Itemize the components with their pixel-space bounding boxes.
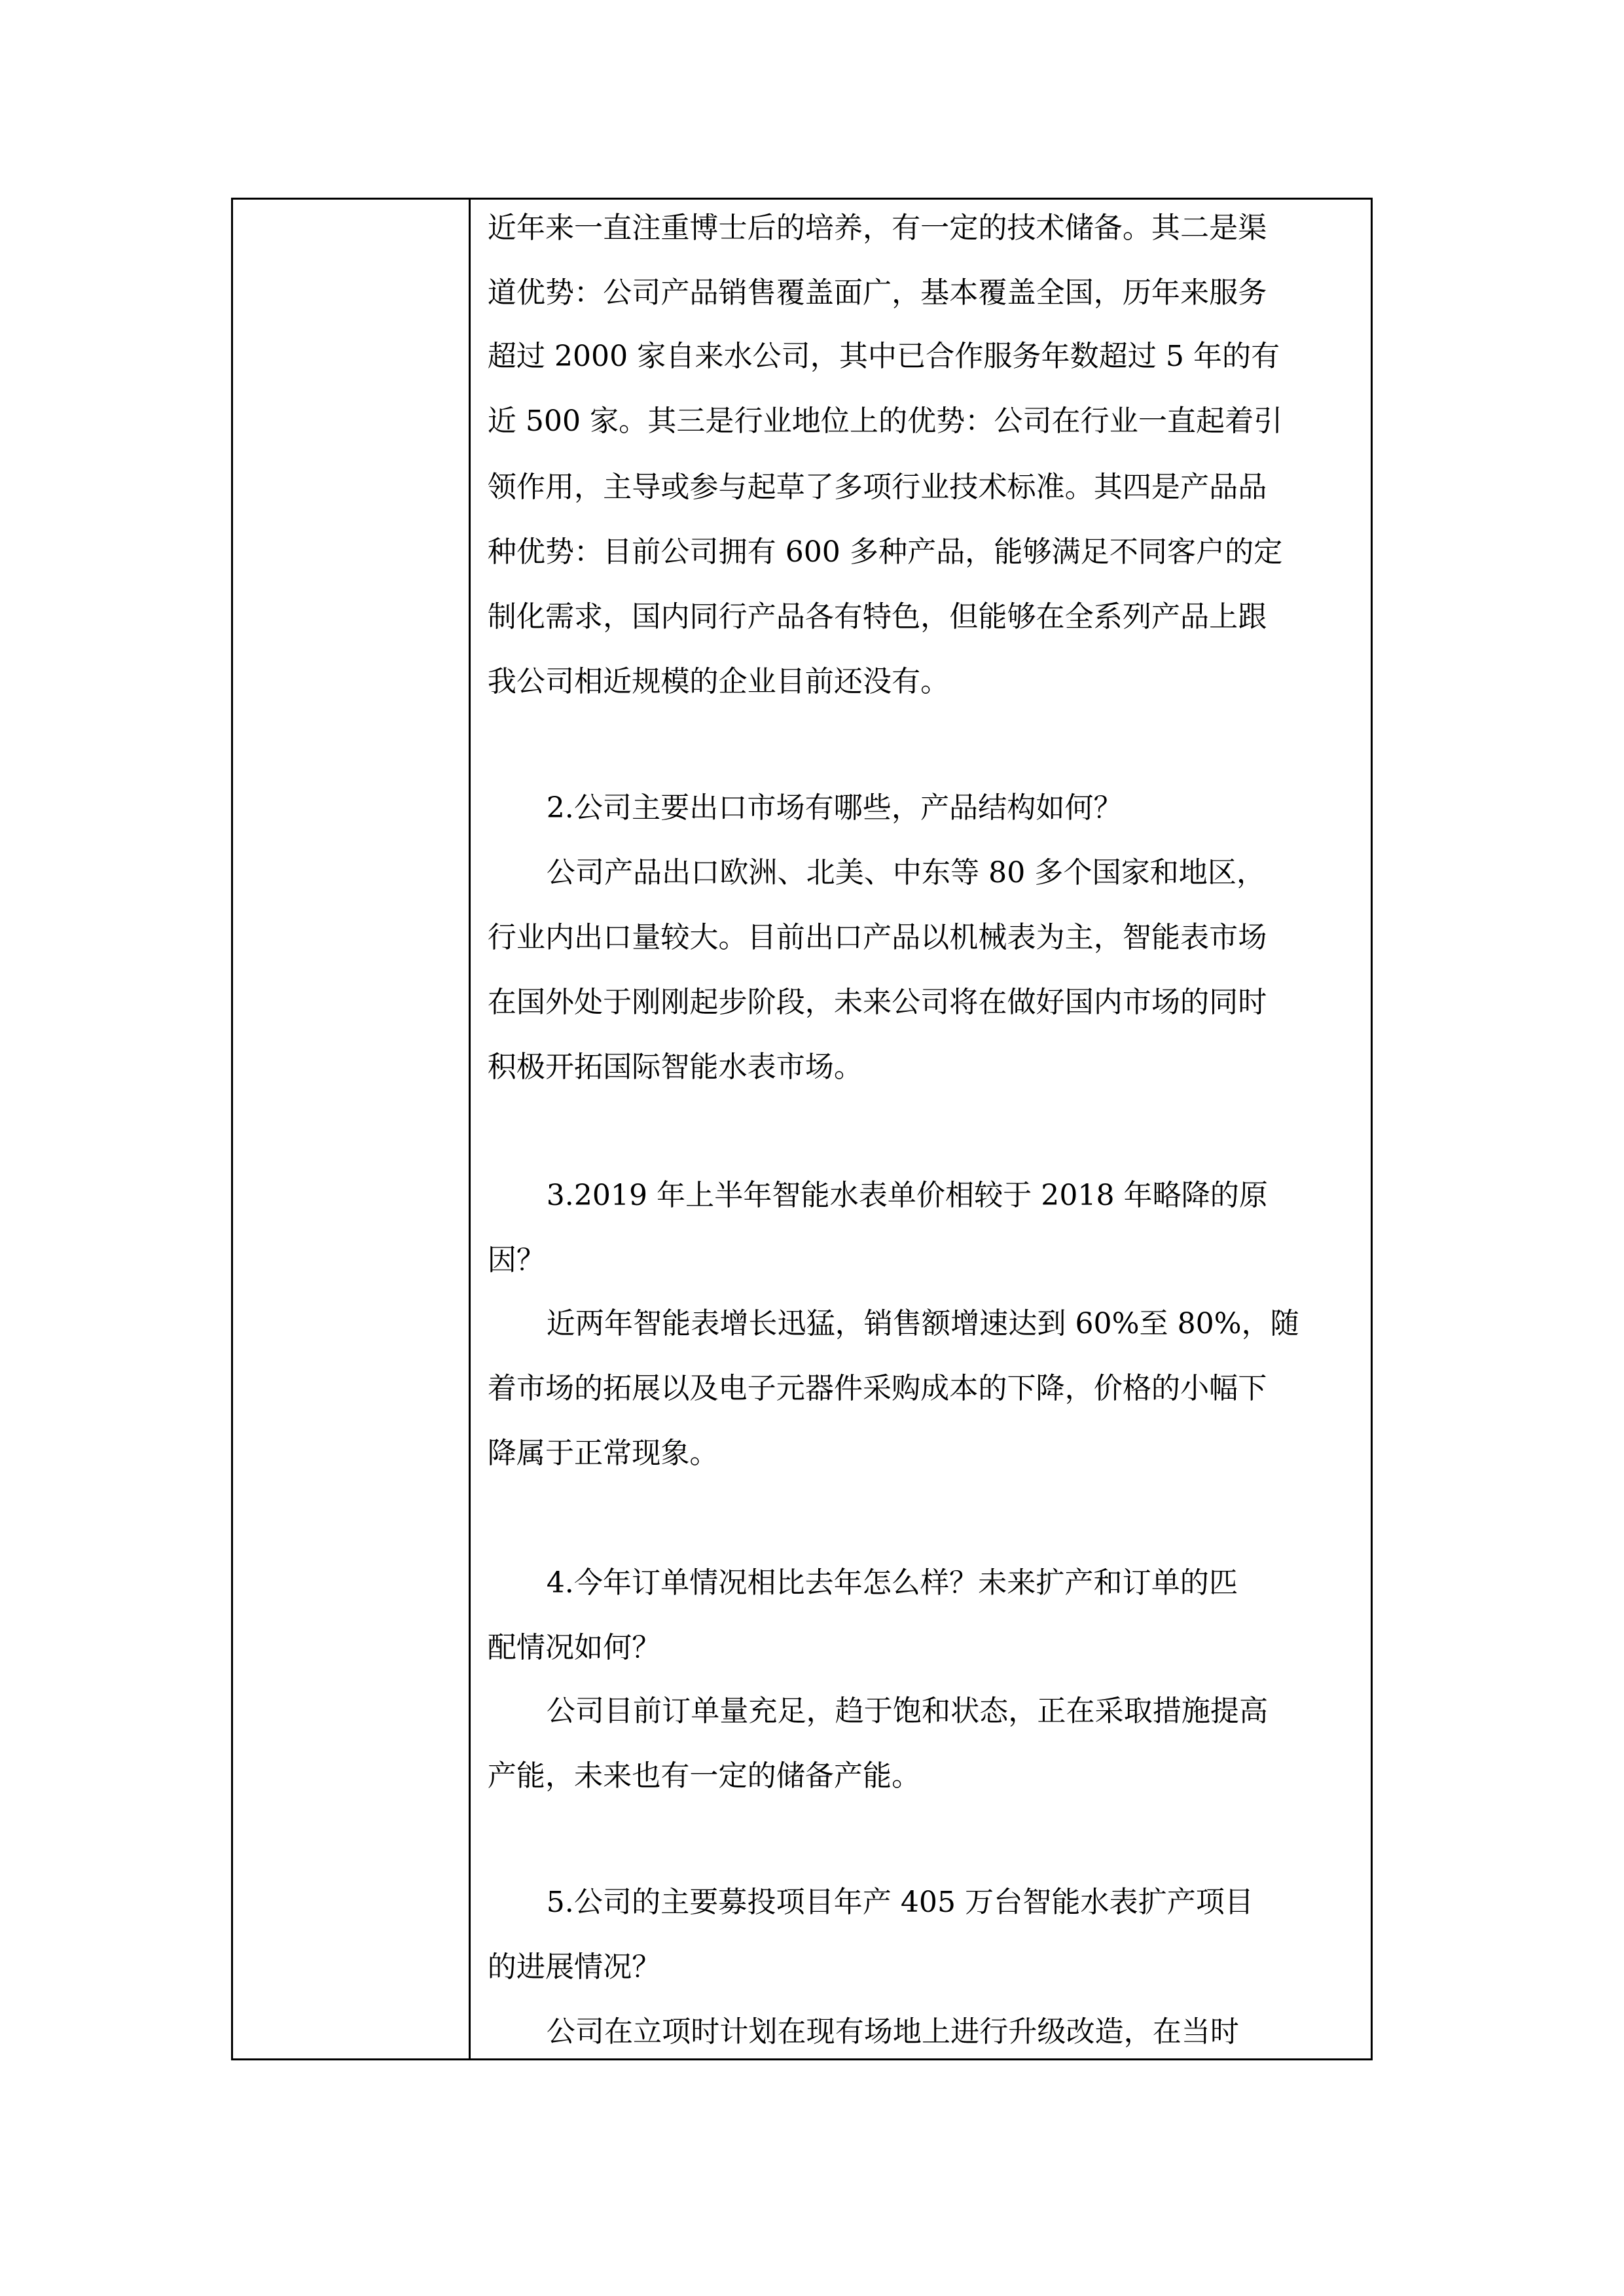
- answer-4-line: 公司目前订单量充足，趋于饱和状态，正在采取措施提高: [546, 1694, 1269, 1728]
- answer-3-line: 降属于正常现象。: [487, 1436, 719, 1470]
- answer-2-line: 积极开拓国际智能水表市场。: [487, 1050, 863, 1085]
- answer-3-line: 近两年智能表增长迅猛，销售额增速达到 60%至 80%，随: [546, 1306, 1299, 1340]
- paragraph-line: 超过 2000 家自来水公司，其中已合作服务年数超过 5 年的有: [487, 339, 1280, 373]
- answer-3-line: 着市场的拓展以及电子元器件采购成本的下降，价格的小幅下: [487, 1371, 1267, 1405]
- answer-2-line: 在国外处于刚刚起步阶段，未来公司将在做好国内市场的同时: [487, 986, 1267, 1020]
- table-left-cell: [233, 200, 470, 2058]
- question-3: 3.2019 年上半年智能水表单价相较于 2018 年略降的原: [546, 1179, 1268, 1212]
- paragraph-line: 领作用，主导或参与起草了多项行业技术标准。其四是产品品: [487, 470, 1267, 504]
- paragraph-line: 近年来一直注重博士后的培养，有一定的技术储备。其二是渠: [487, 211, 1267, 245]
- question-5: 5.公司的主要募投项目年产 405 万台智能水表扩产项目: [546, 1886, 1254, 1919]
- answer-2-line: 行业内出口量较大。目前出口产品以机械表为主，智能表市场: [487, 921, 1267, 955]
- paragraph-line: 种优势：目前公司拥有 600 多种产品，能够满足不同客户的定: [487, 535, 1283, 569]
- paragraph-line: 道优势：公司产品销售覆盖面广，基本覆盖全国，历年来服务: [487, 276, 1267, 310]
- answer-2-line: 公司产品出口欧洲、北美、中东等 80 多个国家和地区，: [546, 856, 1266, 890]
- paragraph-line: 我公司相近规模的企业目前还没有。: [487, 664, 950, 698]
- paragraph-line: 制化需求，国内同行产品各有特色，但能够在全系列产品上跟: [487, 600, 1267, 634]
- question-2: 2.公司主要出口市场有哪些，产品结构如何？: [546, 791, 1123, 825]
- question-4: 4.今年订单情况相比去年怎么样？未来扩产和订单的匹: [546, 1566, 1238, 1600]
- answer-4-line: 产能，未来也有一定的储备产能。: [487, 1759, 921, 1793]
- question-3: 因？: [487, 1244, 545, 1277]
- question-4: 配情况如何？: [487, 1630, 661, 1664]
- paragraph-line: 近 500 家。其三是行业地位上的优势：公司在行业一直起着引: [487, 404, 1283, 438]
- answer-5-line: 公司在立项时计划在现有场地上进行升级改造，在当时: [546, 2015, 1240, 2049]
- question-5: 的进展情况？: [487, 1950, 661, 1984]
